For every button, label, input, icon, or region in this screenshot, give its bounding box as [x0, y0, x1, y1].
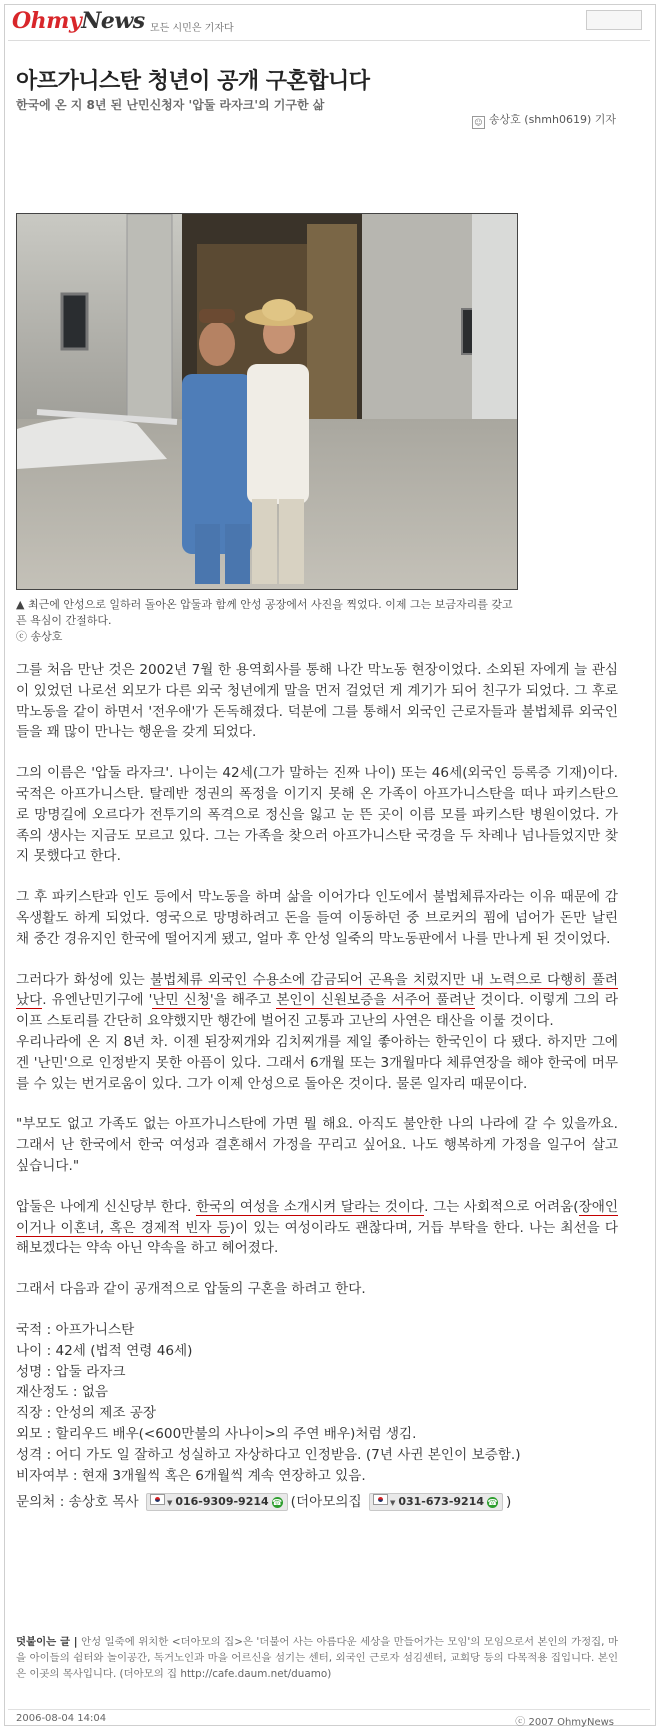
contact-line: 문의처 : 송상호 목사 ▼ 016-9309-9214 ☎ (더아모의집 ▼ 031-673-9214 ☎ )	[16, 1494, 512, 1511]
info-assets: 재산정도 : 없음	[16, 1384, 109, 1401]
paragraph-1: 그를 처음 만난 것은 2002년 7월 한 용역회사를 통해 나간 막노동 현장이었다. 소외된 자에게 늘 관심이 있었던 나로선 외모가 다른 외국 청년에게 말을 먼저 걸었던 게 계기가 되어 친구가 되었다. 그 후로 막노동을 같이 하면서 '전우애'가 돈독해졌다. 덕분에 그를 통해서 외국인 근로자들과 불법체류 외국인들을 꽤 많이 만나는 행운을 갖게 되었다.	[16, 662, 618, 741]
info-nationality: 국적 : 아프가니스탄	[16, 1321, 135, 1338]
phone-number-1[interactable]: ▼ 016-9309-9214 ☎	[146, 1493, 288, 1511]
underlined-text: 본인이 신원보증을 서주어 풀려난	[276, 992, 476, 1009]
dropdown-arrow-icon: ▼	[389, 1499, 396, 1508]
note-text: 안성 일죽에 위치한 <더아모의 집>은 '더불어 사는 아름다운 세상을 만들어가는 모임'의 모임으로서 본인의 가정집, 마을 아이들의 쉼터와 놀이공간, 독거노인과 마을 어르신을 섬기는 센터, 외국인 근로자 섬김센터, 교회당 등의 다목적용 집입니다. 본인은 이곳의 목사입니다. (더아모의 집 http://cafe.daum.net/duamo)	[16, 1636, 619, 1680]
underlined-text: 불법체류 외국인 수용소에 감금되어 곤욕을 치렀지만 내 노력으로 다행히 풀려났다	[16, 971, 618, 1009]
copyright: ⓒ 2007 OhmyNews	[515, 1717, 614, 1728]
logo-main-text: Ohmy	[12, 8, 82, 34]
photo-illustration	[17, 214, 517, 589]
article-body	[16, 660, 618, 1513]
footer-divider	[8, 1709, 650, 1710]
photo-credit: ⓒ 송상호	[16, 630, 63, 643]
phone-number-2[interactable]: ▼ 031-673-9214 ☎	[369, 1493, 503, 1511]
publish-date: 2006-08-04 14:04	[16, 1713, 107, 1724]
header-search-box[interactable]	[586, 10, 642, 30]
paragraph-6: "부모도 없고 가족도 없는 아프가니스탄에 가면 뭘 해요. 아직도 불안한 나의 나라에 갈 수 있을까요. 그래서 난 한국에서 한국 여성과 결혼해서 가정을 꾸리고 싶어요. 나도 행복하게 가정을 일구어 살고 싶습니다."	[16, 1116, 618, 1174]
site-header	[8, 6, 648, 36]
paragraph-8: 그래서 다음과 같이 공개적으로 압둘의 구혼을 하려고 한다.	[16, 1281, 366, 1298]
underlined-text: 난민 신청	[152, 992, 210, 1009]
dropdown-arrow-icon: ▼	[166, 1499, 173, 1508]
contact-label: 문의처 : 송상호 목사	[16, 1494, 139, 1511]
korea-flag-icon	[373, 1494, 388, 1505]
info-visa: 비자여부 : 현재 3개월씩 혹은 6개월씩 계속 연장하고 있음.	[16, 1467, 366, 1484]
underlined-text: 한국의 여성을 소개시켜 달라는 것이다	[195, 1198, 425, 1215]
info-personality: 성격 : 어디 가도 일 잘하고 성실하고 자상하다고 인정받음. (7년 사귄 본인이 보증함.)	[16, 1446, 521, 1463]
article-subtitle: 한국에 온 지 8년 된 난민신청자 '압둘 라자크'의 기구한 삶	[16, 98, 325, 112]
ohmynews-logo[interactable]	[12, 8, 145, 34]
info-job: 직장 : 안성의 제조 공장	[16, 1405, 157, 1422]
contact-org: (더아모의집	[290, 1494, 362, 1511]
paragraph-3: 그 후 파키스탄과 인도 등에서 막노동을 하며 삶을 이어가다 인도에서 불법체류자라는 이유 때문에 감옥생활도 하게 되었다. 영국으로 망명하려고 돈을 들여 이동하던 중 브로커의 꾐에 넘어가 돈만 날린 채 중간 경유지인 한국에 떨어지게 됐고, 얼마 후 안성 일죽의 막노동판에서 나를 만나게 된 것이었다.	[16, 889, 618, 947]
korea-flag-icon	[150, 1494, 165, 1505]
paragraph-2: 그의 이름은 '압둘 라자크'. 나이는 42세(그가 말하는 진짜 나이) 또는 46세(외국인 등록증 기재)이다. 국적은 아프가니스탄. 탈레반 정권의 폭정을 이기지 못해 온 가족이 아프가니스탄을 떠나 파키스탄으로 망명길에 오르다가 전투기의 폭격으로 정신을 잃고 눈 뜬 곳이 이름 모를 파키스탄 병원이었다. 가족의 생사는 지금도 모르고 있다. 그는 가족을 찾으러 아프가니스탄 국경을 두 차례나 넘나들었지만 찾지 못했다고 한다.	[16, 765, 618, 865]
logo-news-text: News	[81, 8, 145, 34]
note-label: 덧붙이는 글 |	[16, 1636, 78, 1648]
paragraph-7: 압둘은 나에게 신신당부 한다. 한국의 여성을 소개시켜 달라는 것이다. 그는 사회적으로 어려움(장애인이거나 이혼녀, 혹은 경제적 빈자 등)이 있는 여성이라도 괜찮다며, 거듭 부탁을 한다. 나는 최선을 다해보겠다는 약속 아닌 약속을 하고 헤어졌다.	[16, 1198, 618, 1257]
reporter-name: 송상호 (shmh0619) 기자	[488, 113, 616, 126]
article-photo	[16, 213, 518, 590]
call-icon: ☎	[487, 1498, 498, 1508]
article-title: 아프가니스탄 청년이 공개 구혼합니다	[16, 69, 370, 94]
appended-note	[16, 1634, 618, 1682]
site-tagline: 모든 시민은 기자다	[150, 23, 234, 34]
reporter-icon: ☺	[472, 116, 485, 129]
paragraph-4: 그러다가 화성에 있는 불법체류 외국인 수용소에 감금되어 곤욕을 치렀지만 내 노력으로 다행히 풀려났다. 유엔난민기구에 '난민 신청'을 해주고 본인이 신원보증을 서주어 풀려난 것이다. 이렇게 그의 라이프 스토리를 간단히 요약했지만 행간에 벌어진 고통과 고난의 사연은 태산을 이룰 것이다.	[16, 971, 618, 1030]
call-icon: ☎	[272, 1498, 283, 1508]
paragraph-5: 우리나라에 온 지 8년 차. 이젠 된장찌개와 김치찌개를 제일 좋아하는 한국인이 다 됐다. 하지만 그에겐 '난민'으로 인정받지 못한 아픔이 있다. 그래서 6개월 또는 3개월마다 체류연장을 해야 한국에 머무를 수 있는 번거로움이 있다. 그가 이제 안성으로 돌아온 것이다. 물론 일자리 때문이다.	[16, 1033, 618, 1092]
info-name: 성명 : 압둘 라자크	[16, 1363, 126, 1380]
info-age: 나이 : 42세 (법적 연령 46세)	[16, 1342, 193, 1359]
photo-caption: ▲ 최근에 안성으로 일하러 돌아온 압둘과 함께 안성 공장에서 사진을 찍었다. 이제 그는 보금자리를 갖고 픈 욕심이 간절하다.	[16, 598, 513, 627]
header-divider	[8, 40, 650, 41]
info-appearance: 외모 : 할리우드 배우(<600만불의 사나이>의 주연 배우)처럼 생김.	[16, 1425, 417, 1442]
reporter-byline[interactable]	[472, 111, 616, 129]
underlined-text: 장애인이거나 이혼녀, 혹은 경제적 빈자 등	[16, 1198, 618, 1236]
